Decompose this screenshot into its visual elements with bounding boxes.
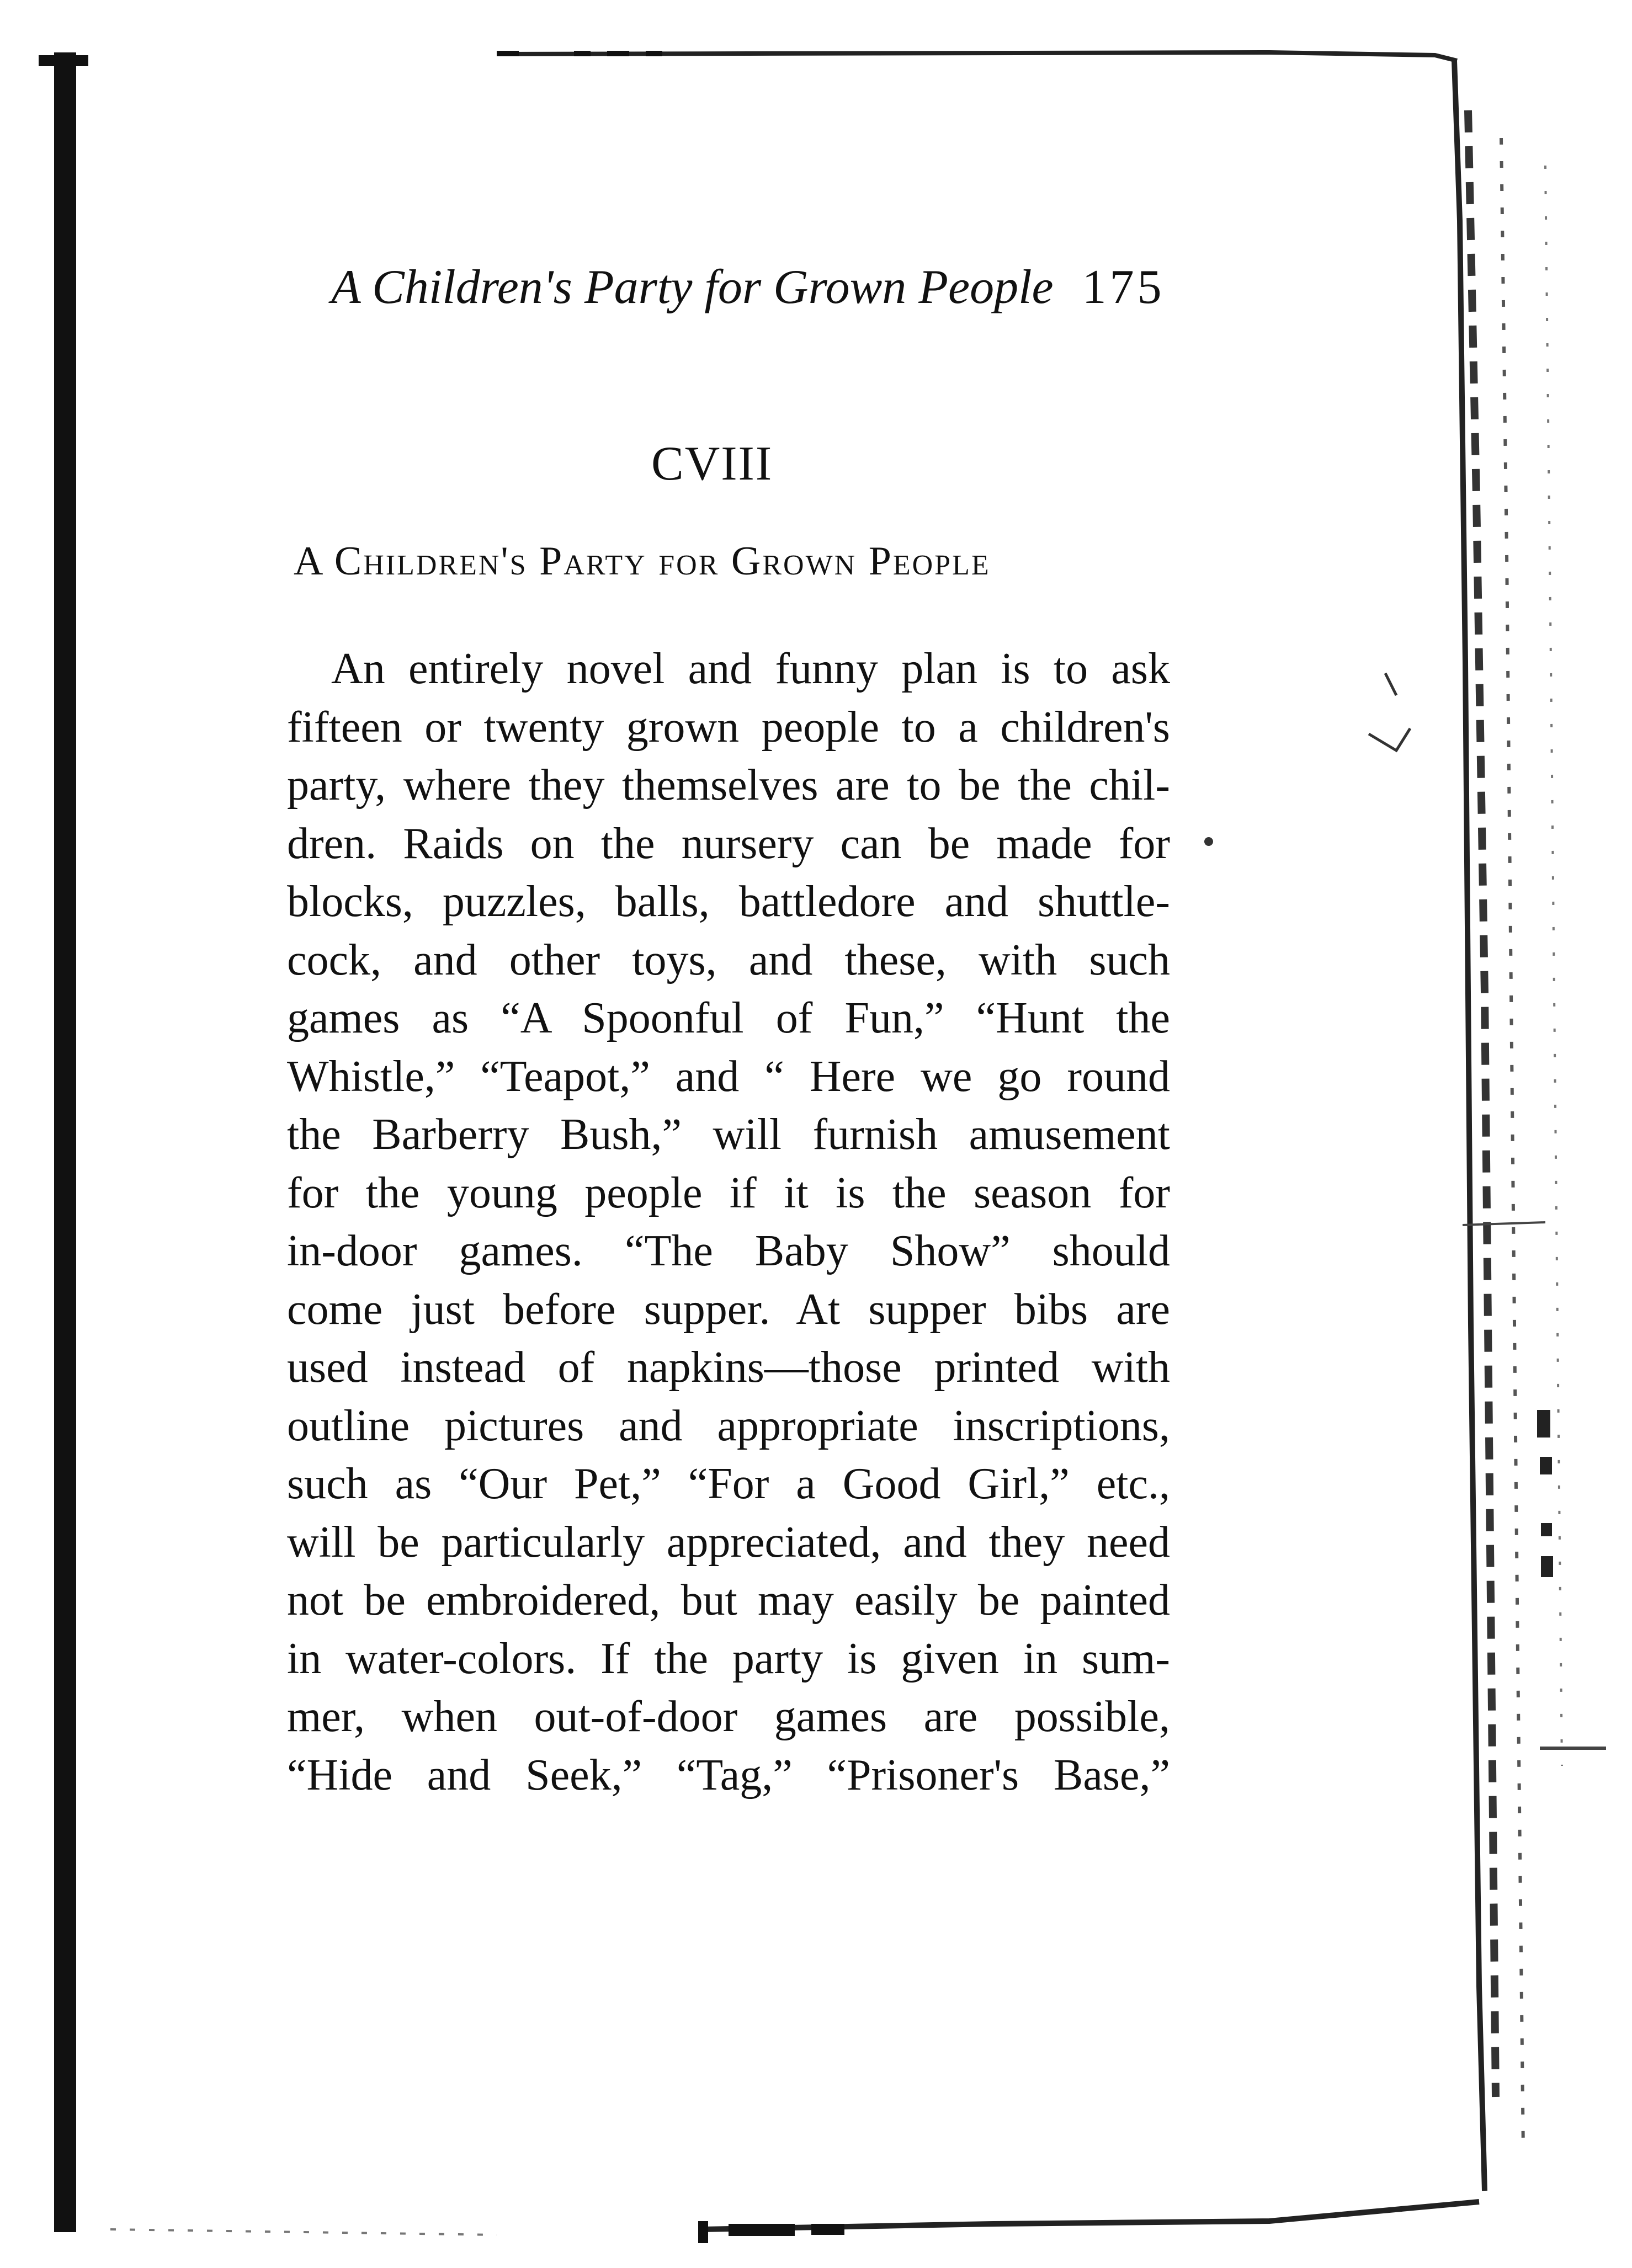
body-line: will be particularly appreciated, and they need [287, 1518, 1170, 1567]
chapter-number: CVIII [651, 437, 773, 491]
body-paragraph [287, 640, 1170, 1804]
page-number: 175 [1082, 260, 1165, 314]
body-line: outline pictures and appropriate inscriptions, [287, 1401, 1170, 1450]
body-line: come just before supper. At supper bibs are [287, 1285, 1170, 1334]
body-line: cock, and other toys, and these, with such [287, 935, 1170, 984]
chapter-title: A Children's Party for Grown People [294, 539, 991, 584]
body-line: mer, when out-of-door games are possible, [287, 1692, 1170, 1741]
left-binding-edge [54, 52, 76, 2232]
body-line: An entirely novel and funny plan is to ask [331, 645, 1170, 693]
body-line: used instead of napkins—those printed with [287, 1343, 1170, 1392]
body-line: in water-colors. If the party is given in sum- [287, 1634, 1170, 1683]
body-line: for the young people if it is the season for [287, 1168, 1170, 1217]
body-line: “Hide and Seek,” “Tag,” “Prisoner's Base,” [287, 1750, 1170, 1800]
body-line: fifteen or twenty grown people to a children's [287, 702, 1170, 752]
body-line: dren. Raids on the nursery can be made for [287, 819, 1170, 868]
top-page-edge [497, 52, 1457, 61]
running-head-title: A Children's Party for Grown People [331, 260, 1054, 314]
running-head [331, 259, 1165, 315]
body-line: in-door games. “The Baby Show” should [287, 1227, 1170, 1275]
body-line: not be embroidered, but may easily be painted [287, 1576, 1170, 1625]
body-line: such as “Our Pet,” “For a Good Girl,” etc., [287, 1460, 1170, 1508]
body-line: Whistle,” “Teapot,” and “ Here we go round [287, 1052, 1170, 1101]
body-line: games as “A Spoonful of Fun,” “Hunt the [287, 994, 1170, 1042]
body-line: the Barberry Bush,” will furnish amusement [287, 1110, 1170, 1159]
right-page-edge [1454, 61, 1485, 2191]
body-line: party, where they themselves are to be the chil- [287, 761, 1170, 810]
body-line: blocks, puzzles, balls, battledore and shuttle- [287, 877, 1170, 926]
